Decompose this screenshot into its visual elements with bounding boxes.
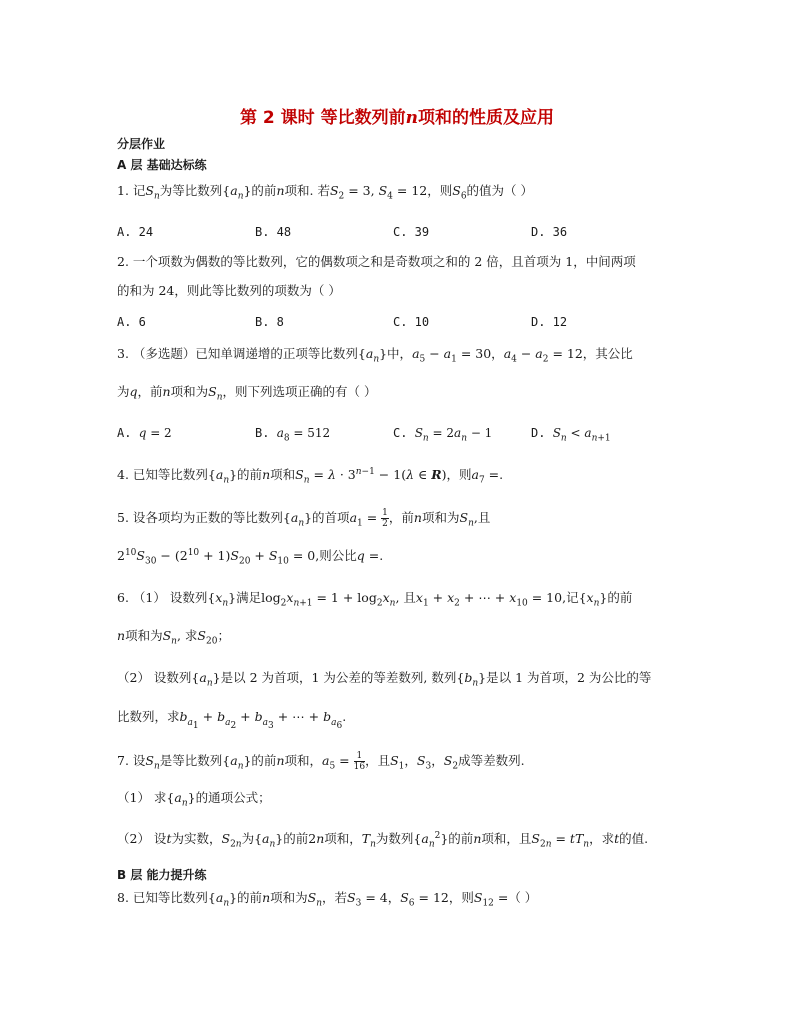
question-6-part-2-line-2: 比数列，求$b_{a_1} + b_{a_2} + b_{a_3}$ + ⋯ + $b_{a_6}$. <box>117 709 347 731</box>
q1-option-d[interactable]: D. 36 <box>531 225 568 239</box>
question-6-part-2-line-1: （2） 设数列$\{a_n\}$是以 2 为首项，1 为公差的等差数列, 数列$\{b_n\}$是以 1 为首项，2 为公比的等 <box>117 670 652 689</box>
question-7-part-2: （2） 设t为实数，$S_{2n}$为$\{a_n\}$的前2n项和，$T_n$为数列$\{a_n^2\}$的前n项和，且$S_{2n} = tT_n$，求t的值. <box>117 830 649 850</box>
question-7: 7. 设$S_n$是等比数列$\{a_n\}$的前n项和，$a_5$ = $\frac{1}{16}$ ，且$S_1$，$S_3$，$S_2$成等差数列. <box>117 751 525 772</box>
question-5-line-2: $2^{10}S_{30} - (2^{10} + 1)S_{20} + S_{10} = 0$,则公比q =. <box>117 547 384 567</box>
q1-option-c[interactable]: C. 39 <box>393 225 430 239</box>
question-4: 4. 已知等比数列$\{a_n\}$的前n项和$S_n = \lambda \cdot 3^{n-1} - 1(\lambda$ ∈ R)，则$a_7$ =. <box>117 466 504 486</box>
layer-b-heading: B 层 能力提升练 <box>117 868 207 882</box>
q1-option-b[interactable]: B. 48 <box>255 225 292 239</box>
question-7-part-1: （1） 求$\{a_n\}$的通项公式； <box>117 790 271 809</box>
question-6-part-1-line-1: 6. （1） 设数列$\{x_n\}$满足$\log_2x_{n+1} = 1 + \log_2x_n$, 且$x_1 + x_2$ + ⋯ + $x_{10} = 10$,记$\{x_n\}$的前 <box>117 590 633 609</box>
question-8: 8. 已知等比数列$\{a_n\}$的前n项和为$S_n$，若$S_3 = 4$，$S_6 = 12$，则$S_{12}$ =（ ） <box>117 890 538 909</box>
layer-a-heading: A 层 基础达标练 <box>117 158 207 172</box>
question-3-line-2: 为q，前n项和为$S_n$，则下列选项正确的有（ ） <box>117 384 377 403</box>
q3-option-c[interactable]: C. $S_n = 2a_n - 1$ <box>393 426 493 444</box>
q3-option-d[interactable]: D. $S_n < a_{n+1}$ <box>531 426 611 444</box>
question-2-line-2: 的和为 24，则此等比数列的项数为（ ） <box>117 283 341 298</box>
q3-option-a[interactable]: A. q = 2 <box>117 426 172 440</box>
q2-option-b[interactable]: B. 8 <box>255 315 284 329</box>
q2-option-a[interactable]: A. 6 <box>117 315 146 329</box>
q2-option-c[interactable]: C. 10 <box>393 315 430 329</box>
page-title: 第 2 课时 等比数列前n项和的性质及应用 <box>240 108 554 128</box>
question-6-part-1-line-2: n项和为$S_n$, 求$S_{20}$； <box>117 628 230 647</box>
question-1: 1. 记$S_n$为等比数列$\{a_n\}$的前n项和. 若$S_2 = 3$, $S_4 = 12$，则$S_6$的值为（ ） <box>117 183 534 202</box>
q1-option-a[interactable]: A. 24 <box>117 225 154 239</box>
question-3-line-1: 3. （多选题）已知单调递增的正项等比数列$\{a_n\}$中，$a_5 - a_1 = 30$，$a_4 - a_2 = 12$，其公比 <box>117 346 633 365</box>
q3-option-b[interactable]: B. $a_8 = 512$ <box>255 426 331 444</box>
question-2-line-1: 2. 一个项数为偶数的等比数列，它的偶数项之和是奇数项之和的 2 倍，且首项为 1，中间两项 <box>117 254 636 269</box>
question-5-line-1: 5. 设各项均为正数的等比数列$\{a_n\}$的首项$a_1$ = $\frac{1}{2}$ ，前n项和为$S_n$,且 <box>117 508 491 529</box>
section-label: 分层作业 <box>117 137 166 151</box>
q2-option-d[interactable]: D. 12 <box>531 315 568 329</box>
